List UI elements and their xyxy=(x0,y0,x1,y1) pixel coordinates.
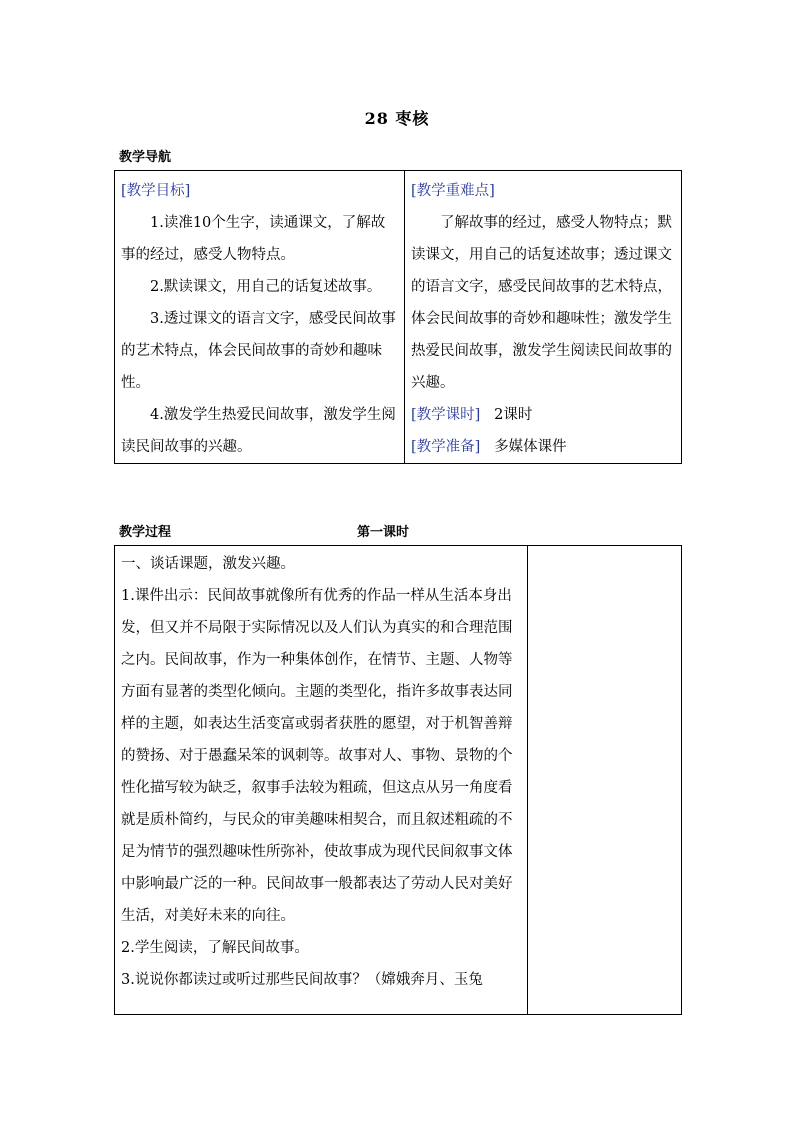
process-notes-cell xyxy=(528,546,682,1015)
nav-label: 教学导航 xyxy=(119,150,172,165)
objective-item: 1.读准10个生字，读通课文，了解故事的经过，感受人物特点。 xyxy=(121,215,386,263)
process-label: 教学过程 xyxy=(119,525,172,540)
process-line: 一、谈话课题，激发兴趣。 xyxy=(121,556,295,572)
process-table xyxy=(114,545,682,1015)
hours-value: 2课时 xyxy=(494,407,533,423)
hours-label: [教学课时] xyxy=(411,407,481,423)
process-line: 1.课件出示：民间故事就像所有优秀的作品一样从生活本身出发，但又并不局限于实际情况以及人们认为真实的和合理范围之内。民间故事，作为一种集体创作，在情节、主题、人物等方面有显著的类型化倾向。主题的类型化，指许多故事表达同样的主题，如表达生活变富或弱者获胜的愿望，对于机智善辩的赞扬、对于愚蠢呆笨的讽刺等。故事对人、事物、景物的个性化描写较为缺乏，叙事手法较为粗疏，但这点从另一角度看就是质朴简约，与民众的审美趣味相契合，而且叙述粗疏的不足为情节的强烈趣味性所弥补，使故事成为现代民间叙事文体中影响最广泛的一种。民间故事一般都表达了劳动人民对美好生活，对美好未来的向往。 xyxy=(121,588,513,924)
objective-item: 4.激发学生热爱民间故事，激发学生阅读民间故事的兴趣。 xyxy=(121,407,396,455)
prep-label: [教学准备] xyxy=(411,439,481,455)
page-title: 28 枣核 xyxy=(364,109,430,128)
process-line: 3.说说你都读过或听过那些民间故事？（嫦娥奔月、玉兔 xyxy=(121,972,483,988)
process-content-cell xyxy=(115,546,528,1015)
keypoints-header: [教学重难点] xyxy=(411,183,495,199)
objectives-cell xyxy=(115,171,405,464)
objective-item: 2.默读课文，用自己的话复述故事。 xyxy=(150,279,382,295)
objectives-header: [教学目标] xyxy=(121,183,191,199)
teaching-prep xyxy=(411,431,675,463)
teaching-hours xyxy=(411,399,675,431)
nav-table xyxy=(114,170,682,464)
lesson-label: 第一课时 xyxy=(357,525,410,540)
process-line: 2.学生阅读，了解民间故事。 xyxy=(121,940,309,956)
keypoints-cell xyxy=(405,171,682,464)
prep-value: 多媒体课件 xyxy=(494,439,567,455)
keypoints-text: 了解故事的经过，感受人物特点；默读课文，用自己的话复述故事；透过课文的语言文字，感受民间故事的艺术特点，体会民间故事的奇妙和趣味性；激发学生热爱民间故事，激发学生阅读民间故事的兴趣。 xyxy=(411,215,672,391)
objective-item: 3.透过课文的语言文字，感受民间故事的艺术特点，体会民间故事的奇妙和趣味性。 xyxy=(121,311,396,391)
